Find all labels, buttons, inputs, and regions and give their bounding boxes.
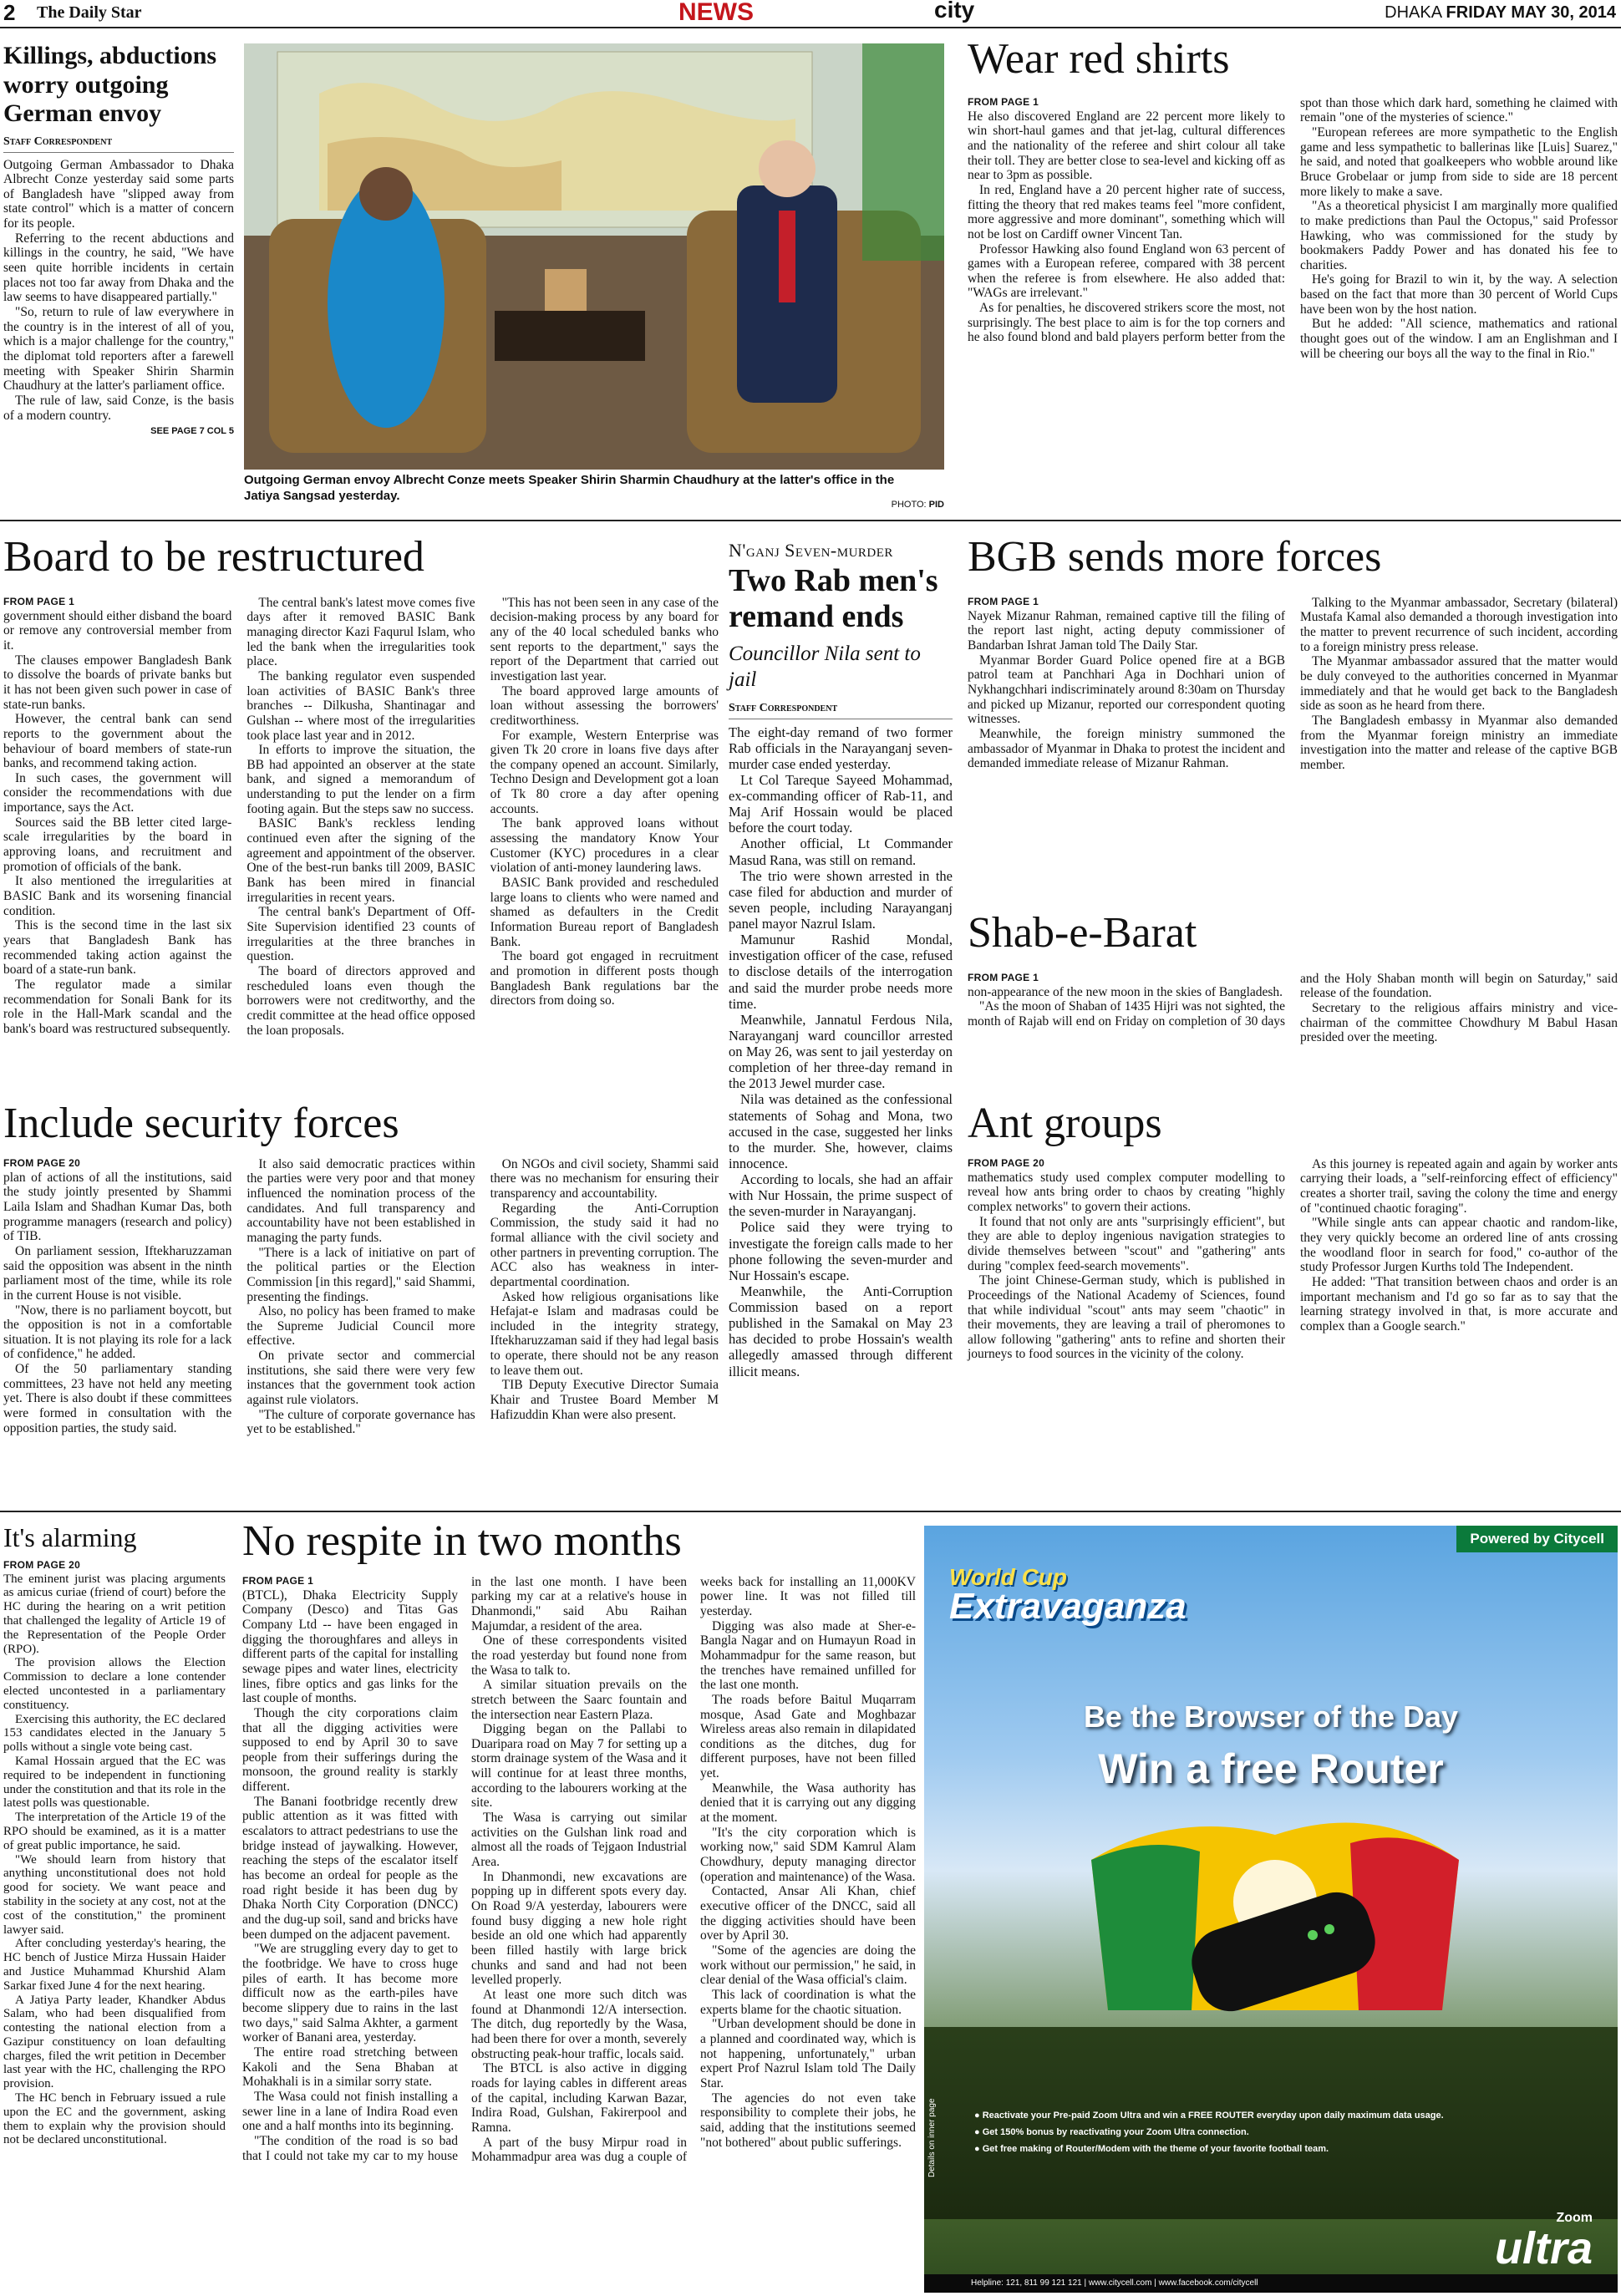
paragraph: "So, return to rule of law everywhere in the country is in the interest of all of you, which is a major challenge for the country," the diplomat told reporters after a farewell meeting with Speaker Shirin Sharmin Chaudhury at the latter's parliament office. (3, 305, 234, 394)
photo-illustration (244, 43, 944, 470)
paragraph: "There is a lack of initiative on part of the political parties or the Election Commission [in this regard]," said Shammi, presenting the findings. (246, 1245, 475, 1304)
divider (0, 520, 1621, 521)
paragraph: "Urban development should be done in a planned and coordinated way, which is not happening, unfortunately," urban expert Prof Nazrul Islam told The Daily Star. (700, 2017, 916, 2090)
ad-bullet: ● Get 150% bonus by reactivating your Zoom Ultra connection. (974, 2127, 1249, 2137)
story-body (968, 972, 1618, 1097)
paragraph: The entire road stretching between Kakoli and the Sena Bhaban at Mohakhali is in a similar sorry state. (242, 2045, 458, 2090)
ad-bullet-text: Get 150% bonus by reactivating your Zoom Ultra connection. (982, 2127, 1249, 2137)
paragraph: non-appearance of the new moon in the skies of Bangladesh. (968, 984, 1283, 999)
story-board (3, 535, 719, 1078)
paragraph: "The culture of corporate governance has yet to be established." (246, 1407, 475, 1437)
story-respite (242, 1519, 916, 2293)
jump-line: SEE PAGE 7 COL 5 (150, 426, 234, 437)
paragraph: In such cases, the government will consider the recommendations with due importance, says the Act. (3, 770, 232, 815)
paragraph: The central bank's latest move comes five days after it removed BASIC Bank managing director Kazi Faqurul Islam, who led the bank when the irregularities took place. (246, 595, 475, 669)
news-photo (244, 43, 944, 470)
paragraph: A Jatiya Party leader, Khandker Abdus Salam, who had been disqualified from contesting the national election from a Gazipur constituency on loan defaulting charges, filed the writ petition in December last year with the HC, challenging the RPO provision. (3, 1993, 226, 2091)
story-body (968, 596, 1618, 888)
paragraph: Police said they were trying to investigate the foreign calls made to her phone following the seven-murder and Nur Hossain's escape. (729, 1219, 953, 1283)
paragraph: "This has not been seen in any case of the decision-making process by any board for any of the 40 local scheduled banks who sent reports to the department," says the report of the Department that carried out investigation last year. (490, 595, 719, 683)
paragraph: "Some of the agencies are doing the work without our permission," he said, in clear denial of the Wasa official's claim. (700, 1943, 916, 1988)
from-page: FROM PAGE 1 (242, 1574, 314, 1587)
paragraph: The interpretation of the Article 19 of the RPO should be examined, as it is a matter of great public importance, he said. (3, 1811, 226, 1852)
story-rab (729, 540, 953, 1501)
story-alarming (3, 1524, 226, 2293)
paragraph: For example, Western Enterprise was given Tk 20 crore in loans five days after the company opened an account. Similarly, Techno Design and Development got a loan of Tk 80 crore a day after opening accounts. (490, 728, 719, 816)
paragraph: At least one more such ditch was found at Dhanmondi 12/A intersection. The ditch, dug reportedly by the Wasa, had been there for over a month, severely obstructing peak-hour traffic, locals said. (471, 1987, 687, 2061)
paragraph: He's going for Brazil to win it, by the way. A selection based on the fact that more than 30 percent of World Cups have been won by the host nation. (1300, 272, 1618, 317)
paragraph: Meanwhile, the Wasa authority has denied that it is carrying out any digging at the moment. (700, 1780, 916, 1826)
story-body (3, 1559, 226, 2286)
ad-bullet-text: Get free making of Router/Modem with the theme of your favorite football team. (982, 2144, 1329, 2154)
story-killings (3, 42, 234, 510)
paragraph: Referring to the recent abductions and killings in the country, he said, "We have seen quite horrible incidents in certain places not too far away from Dhaka and the law seems to have disappeared partially." (3, 231, 234, 305)
ad-headline-2: Win a free Router (1098, 1745, 1444, 1792)
photo-credit (886, 500, 944, 510)
paragraph: The central bank's Department of Off-Site Supervision identified 23 counts of irregularities at the three branches in question. (246, 905, 475, 964)
paragraph: In Dhanmondi, new excavations are popping up in different spots every day. On Road 9/A yesterday, labourers were found busy digging a new hole right beside an old one which had apparently been filled hastily with large brick chunks and sand and had not been levelled properly. (471, 1869, 687, 1988)
headline: Killings, abductions worry outgoing German envoy (3, 42, 217, 127)
ad-brand (1495, 2211, 1593, 2271)
paragraph: Asked how religious organisations like Hefajat-e Islam and madrasas could be included in the integrity strategy, Iftekharuzzaman said if they had legal basis to operate, there should not be any reason to leave them out. (490, 1289, 719, 1378)
paragraph: Nayek Mizanur Rahman, remained captive till the filing of the report last night, acting deputy commissioner of Bandarban Ishrat Jaman told The Daily Star. (968, 608, 1285, 653)
paragraph: TIB Deputy Executive Director Sumaia Khair and Trustee Board Member M Hafizuddin Khan were also present. (490, 1378, 719, 1422)
paragraph: Sources said the BB letter cited large-scale irregularities by the board in approving loans, and recruitment and promotion of officials of the bank. (3, 815, 232, 874)
paragraph: The bank approved loans without assessing the mandatory Know Your Customer (KYC) procedures in a clear violation of anti-money laundering laws. (490, 816, 719, 876)
story-body (3, 158, 234, 424)
paragraph: He also discovered England are 22 percent more likely to win short-haul games and that jet-lag, cultural differences and the nationality of the referee and shirt colour all take their toll. They are better close to sea-level and kicking off as near to 3pm as possible. (968, 109, 1285, 183)
paragraph: A similar situation prevails on the stretch between the Saarc fountain and the intersection near Eastern Plaza. (471, 1678, 687, 1722)
paragraph: It also said democratic practices within the parties were very poor and that money influenced the nomination process of the candidates. And full transparency and accountability have not been established in managing the party funds. (246, 1156, 475, 1245)
paragraph: On private sector and commercial institutions, she said there were very few instances that the government took action against rule violators. (246, 1349, 475, 1408)
paragraph: Though the city corporations claim that all the digging activities were supposed to end by April 30 to save people from their sufferings during the monsoon, the ground reality is starkly different. (242, 1705, 458, 1795)
story-security (3, 1101, 719, 1502)
paragraph: The Wasa could not finish installing a sewer line in a lane of Indira Road even one and a half months into its beginning. (242, 2089, 458, 2134)
paragraph: BASIC Bank provided and rescheduled large loans to clients who were named and shamed as defaulters in the Credit Information Bureau report of Bangladesh Bank. (490, 876, 719, 949)
from-page: FROM PAGE 20 (968, 1156, 1045, 1169)
paragraph: Meanwhile, Jannatul Ferdous Nila, Narayanganj ward councillor arrested on May 26, was sent to jail yesterday on completion of her three-day remand in the 2013 Jewel murder case. (729, 1011, 953, 1092)
paragraph: Meanwhile, the Anti-Corruption Commission based on a report published in the Samakal on May 23 has decided to probe Hossain's wealth allegedly amassed through different illicit means. (729, 1283, 953, 1379)
ad-headline-1: Be the Browser of the Day (1083, 1699, 1459, 1734)
paragraph: Myanmar Border Guard Police opened fire at a BGB patrol team at Panchhari Aga in Dochhari union of Nykhangchhari indiscriminately around 8:30am on Thursday and picked up Mizanur, reported our correspondent quoting witnesses. (968, 653, 1285, 727)
paragraph: One of these correspondents visited the road yesterday but found none from the Wasa to talk to. (471, 1633, 687, 1678)
paragraph: In red, England have a 20 percent higher rate of success, fitting the theory that red makes teams feel "more confident, more aggressive and more dominant", something which will not be lost on Cardiff owner Vincent Tan. (968, 182, 1285, 241)
kicker: N'ganj Seven-murder (729, 540, 893, 561)
headline: No respite in two months (242, 1517, 682, 1565)
from-page: FROM PAGE 1 (968, 595, 1039, 607)
paragraph: The joint Chinese-German study, which is published in Proceedings of the National Academy of Sciences, found that while individual "scout" ants may seem "chaotic" in their movements, they are leaving a trail of pheromones to allow following "gathering" ants to refine and shorten their journeys to food sources in the vicinity of the colony. (968, 1273, 1285, 1362)
paragraph: "Now, there is no parliament boycott, but the opposition is not in a comfortable situation. It is not playing its role for a lack of confidence," he added. (3, 1303, 232, 1362)
paragraph: The provision allows the Election Commission to declare a lone contender elected uncontested in a parliamentary constituency. (3, 1656, 226, 1712)
paragraph: This lack of coordination is what the experts blame for the chaotic situation. (700, 1987, 916, 2017)
paragraph: He added: "That transition between chaos and order is an important mechanism and I'd go so far as to say that the learning strategy involved in that, is more accurate and complex than a Google search." (1300, 1274, 1618, 1333)
paragraph: In efforts to improve the situation, the BB had appointed an observer at the state bank, and signed a memorandum of understanding to put the lender on a firm footing again. But the steps saw no success. (246, 743, 475, 816)
ad-footer: Helpline: 121, 811 99 121 121 | www.citycell.com | www.facebook.com/citycell (924, 2274, 1618, 2293)
from-page: FROM PAGE 1 (968, 971, 1039, 983)
advertisement[interactable] (924, 1526, 1618, 2293)
paragraph: On NGOs and civil society, Shammi said there was no mechanism for ensuring their transparency and accountability. (490, 1156, 719, 1201)
story-body (968, 96, 1618, 505)
paragraph: Talking to the Myanmar ambassador, Secretary (bilateral) Mustafa Kamal also demanded a thorough investigation into the matter to prevent recurrence of such incident, according to a foreign ministry press release. (1300, 595, 1618, 654)
ad-bullet: ● Get free making of Router/Modem with the theme of your favorite football team. (974, 2144, 1329, 2154)
from-page: FROM PAGE 1 (968, 95, 1039, 108)
paragraph: The roads before Baitul Muqarram mosque, Asad Gate and Moghbazar Wireless areas also remain in dilapidated conditions as the ditches, dug for different purposes, have not been filled yet. (700, 1692, 916, 1781)
story-bgb (968, 535, 1618, 886)
section-name: NEWS (678, 0, 754, 26)
paragraph: It also mentioned the irregularities at BASIC Bank and its worsening financial condition. (3, 874, 232, 918)
date-value: FRIDAY MAY 30, 2014 (1446, 3, 1616, 22)
paragraph: "The condition of the road is so bad that I could not take my car to my house in the last one month. I have been parking my car at a relative's house in Dhanmondi," said Abu Raihan Majumdar, a resident of the area. (242, 1574, 687, 2163)
paragraph: "European referees are more sympathetic to the English game and less sympathetic to ballerinas like [Luis] Suarez," he said, and noted that goalkeepers who wobble around like Bruce Grobelaar or jump from side to side are 18 percent more likely to make a save. (1300, 124, 1618, 199)
paragraph: The rule of law, said Conze, is the basis of a modern country. (3, 394, 234, 423)
paragraph: Professor Hawking also found England won 63 percent of games with a European referee, compared with 38 percent when the referee is from elsewhere. He also added that: "WAGs are irrelevant." (968, 241, 1285, 301)
paragraph: The eminent jurist was placing arguments as amicus curiae (friend of court) before the HC during the hearing on a writ petition that challenged the legality of Article 19 of the Representation of the People Order (RPO). (3, 1572, 226, 1656)
credit-name: PID (928, 500, 944, 510)
paragraph: The agencies do not even take responsibility to complete their jobs, he said, adding that the institutions seemed "not bothered" about public sufferings. (700, 2090, 916, 2150)
paragraph: The Banani footbridge recently drew public attention as it was fitted with escalators to attract pedestrians to use the bridge instead of jaywalking. However, reaching the steps of the escalator itself has become an ordeal for people as the road right beside it has been dug by Dhaka North City Corporation (DNCC) and the dug-up soil, sand and bricks have been dumped on the adjacent pavement. (242, 1794, 458, 1942)
paragraph: After concluding yesterday's hearing, the HC bench of Justice Mirza Hussain Haider and Justice Muhammad Khurshid Alam Sarkar fixed June 4 for the next hearing. (3, 1937, 226, 1993)
paragraph: Secretary to the religious affairs ministry and vice-chairman of the committee Chowdhury M Babul Hasan presided over the meeting. (1300, 1000, 1618, 1045)
headline: Wear red shirts (968, 35, 1230, 83)
from-page: FROM PAGE 1 (3, 595, 75, 607)
paragraph: "As a theoretical physicist I am marginally more qualified to make predictions than Paul the Octopus," said Professor Hawking, who was commissioned for the study by bookmakers Paddy Power and has donated his fee to charities. (1300, 199, 1618, 272)
paragraph: Outgoing German Ambassador to Dhaka Albrecht Conze yesterday said some parts of Bangladesh have "slipped away from state control" which is a matter of concern for its people. (3, 157, 234, 231)
paragraph: The board approved large amounts of loan without assessing the borrowers' creditworthiness. (490, 683, 719, 728)
byline: Staff Correspondent (729, 702, 953, 719)
paragraph: (BTCL), Dhaka Electricity Supply Company (Desco) and Titas Gas Company Ltd -- have been engaged in digging the thoroughfares and alleys in different parts of the capital for installing sewage pipes and water lines, electricity lines, fibre optics and gas links for the last couple of months. (242, 1587, 458, 1706)
paragraph: As this journey is repeated again and again by worker ants carrying their loads, a "self-reinforcing effect of efficiency" creates a shorter trail, saving the colony the time and energy of "continued chaotic foraging". (1300, 1156, 1618, 1216)
paragraph: But he added: "All science, mathematics and rational thought goes out of the window. I am an Englishman and I will be cheering our boys all the way to the final in Rio." (1300, 317, 1618, 361)
ad-logo-line1: World Cup (949, 1564, 1068, 1590)
headline: Ant groups (968, 1100, 1162, 1147)
headline: Shab-e-Barat (968, 909, 1197, 957)
story-body (968, 1157, 1618, 1491)
from-page: FROM PAGE 20 (3, 1558, 81, 1571)
paragraph: The Bangladesh embassy in Myanmar also demanded from the Myanmar foreign ministry an immediate investigation into the matter and release of the captive BGB member. (1300, 713, 1618, 772)
paragraph: The trio were shown arrested in the case filed for abduction and murder of seven people, including Narayanganj panel mayor Nazrul Islam. (729, 867, 953, 932)
ad-brand-name: ultra (1494, 2223, 1593, 2273)
masthead (0, 0, 1621, 28)
paragraph: Digging was also made at Sher-e-Bangla Nagar and on Humayun Road in Mohammadpur for the same reason, but the trenches have remained unfilled for the last one month. (700, 1618, 916, 1693)
paragraph: Mamunur Rashid Mondal, investigation officer of the case, refused to disclose details of the interrogation and said the murder probe needs more time. (729, 932, 953, 1012)
page-number: 2 (3, 0, 16, 25)
paragraph: A part of the busy Mirpur road in Mohammadpur area was dug a couple of weeks back for installing an 11,000KV power line. It was not filled till yesterday. (471, 1574, 916, 2165)
ad-brand-small: Zoom (1556, 2211, 1593, 2225)
story-red-shirts (968, 37, 1618, 513)
story-shab (968, 911, 1618, 1103)
byline: Staff Correspondent (3, 135, 234, 153)
paragraph: plan of actions of all the institutions, said the study jointly presented by Shammi Laila Islam and Shadhan Kumar Das, both programme managers (research and policy) of TIB. (3, 1170, 232, 1244)
story-ant (968, 1101, 1618, 1502)
paragraph: The board got engaged in recruitment and promotion in different posts though Bangladesh Bank regulations bar the directors from doing so. (490, 949, 719, 1008)
paragraph: Regarding the Anti-Corruption Commission, the study said it had no formal alliance with the civil society and other partners in preventing corruption. The ACC also has weakness in inter-departmental coordination. (490, 1201, 719, 1289)
subhead: Councillor Nila sent to jail (729, 643, 921, 692)
paragraph: On parliament session, Iftekharuzzaman said the opposition was absent in the ninth parliament most of the time, while its role in the current House is not visible. (3, 1243, 232, 1303)
story-body (729, 724, 953, 1379)
paper-name: The Daily Star (37, 3, 142, 22)
paragraph: The board of directors approved and rescheduled loans even though the borrowers were not creditworthy, and the credit committee at the head office opposed the loan proposals. (246, 964, 475, 1038)
ad-bullets (974, 2111, 1576, 2154)
story-body (3, 1157, 719, 1491)
headline: Two Rab men's remand ends (729, 563, 938, 634)
divider (0, 1511, 1621, 1512)
paragraph: Exercising this authority, the EC declared 153 candidates elected in the January 5 polls without a single vote being cast. (3, 1712, 226, 1755)
paragraph: "It's the city corporation which is working now," said SDM Kamrul Alam Chowdhury, deputy managing director (operation and maintenance) of the Wasa. (700, 1825, 916, 1884)
ad-router-illustration (1075, 1810, 1476, 2027)
from-page: FROM PAGE 20 (3, 1156, 81, 1169)
paragraph: However, the central bank can send reports to the government about the behaviour of board members of state-run banks, and recommend taking action. (3, 712, 232, 771)
edition-date (1385, 3, 1616, 23)
paragraph: Contacted, Ansar Ali Khan, chief executive officer of the DNCC, said all the digging activities should have been over by April 30. (700, 1884, 916, 1943)
paragraph: This is the second time in the last six years that Bangladesh Bank has recommended taking action against the board of a state-run bank. (3, 918, 232, 978)
paragraph: Digging began on the Pallabi to Duaripara road on May 7 for setting up a storm drainage system of the Wasa and it will continue for at least three months, according to the labourers working at the site. (471, 1722, 687, 1811)
ad-logo (949, 1564, 1187, 1628)
ad-bullet-text: Reactivate your Pre-paid Zoom Ultra and win a FREE ROUTER everyday upon daily maximum data usage. (982, 2111, 1444, 2121)
paragraph: Also, no policy has been framed to make the Supreme Judicial Council more effective. (246, 1304, 475, 1349)
ad-sponsor-tag: Powered by Citycell (1456, 1526, 1618, 1552)
paragraph: Lt Col Tareque Sayeed Mohammad, ex-commanding officer of Rab-11, and Maj Arif Hossain would be placed before the court today. (729, 771, 953, 836)
paragraph: As for penalties, he discovered strikers score the most, not surprisingly. The best place to aim is for the top corners and he also found blond and bald players perform better from the spot than those which dark hard, something he claimed with remain "one of the mysteries of science." (968, 95, 1618, 345)
paragraph: The eight-day remand of two former Rab officials in the Narayanganj seven-murder case ended yesterday. (729, 724, 953, 772)
photo-caption: Outgoing German envoy Albrecht Conze meets Speaker Shirin Sharmin Chaudhury at the latter's office in the Jatiya Sangsad yesterday. (244, 473, 895, 503)
paragraph: government should either disband the board or remove any controversial member from it. (3, 608, 232, 653)
headline: Include security forces (3, 1100, 399, 1147)
story-body (242, 1575, 916, 2285)
story-body (3, 596, 719, 1072)
headline: BGB sends more forces (968, 533, 1382, 581)
paragraph: The Myanmar ambassador assured that the matter would be duly conveyed to the authorities concerned in Myanmar immediately and that he would get back to the Bangladesh side as soon as he heard from there. (1300, 654, 1618, 714)
paragraph: Meanwhile, the foreign ministry summoned the ambassador of Myanmar in Dhaka to protest the incident and demanded immediate release of Mizanur Rahman. (968, 726, 1285, 771)
paragraph: The banking regulator even suspended loan activities of BASIC Bank's three branches -- Dilkusha, Shantinagar and Gulshan -- where most of the irregularities took place last year and in 2012. (246, 668, 475, 743)
ad-side-note: Details on inner page (927, 2098, 937, 2177)
ad-bullet: ● Reactivate your Pre-paid Zoom Ultra and win a FREE ROUTER everyday upon daily maximum data usage. (974, 2111, 1444, 2121)
paragraph: Another official, Lt Commander Masud Rana, was still on remand. (729, 836, 953, 868)
paragraph: Of the 50 parliamentary standing committees, 23 have not held any meeting yet. There is also doubt if these committees were formed in consultation with the opposition parties, the study said. (3, 1362, 232, 1435)
paragraph: "As the moon of Shaban of 1435 Hijri was not sighted, the month of Rajab will end on Friday on completion of 30 days and the Holy Shaban month will begin on Saturday," said release of the foundation. (968, 971, 1618, 1029)
date-prefix: DHAKA (1385, 3, 1441, 22)
paragraph: The BTCL is also active in digging roads for laying cables in different areas of the capital, including Karwan Bazar, Indira Road, Gulshan, Fakirerpool and Ramna. (471, 2061, 687, 2135)
paragraph: Nila was detained as the confessional statements of Sohag and Mona, two accused in the case, suggested her links to the murder. She, however, claims innocence. (729, 1091, 953, 1171)
paragraph: The clauses empower Bangladesh Bank to dissolve the boards of private banks but it has not been given such power in case of state-run banks. (3, 653, 232, 712)
paragraph: BASIC Bank's reckless lending continued even after the signing of the agreement and appointment of the observer. One of the best-run banks till 2009, BASIC Bank has been mired in financial irregularities in recent years. (246, 816, 475, 905)
headline: It's alarming (3, 1522, 137, 1552)
paragraph: The HC bench in February issued a rule upon the EC and the government, asking them to explain why the provision should not be declared unconstitutional. (3, 2091, 226, 2147)
credit-label: PHOTO: (891, 500, 927, 510)
headline: Board to be restructured (3, 533, 424, 581)
paragraph: "We should learn from history that anything unconstitutional does not hold good for society. We want peace and stability in the society at any cost, not at the cost of the constitution," the prominent lawyer said. (3, 1852, 226, 1937)
paragraph: mathematics study used complex computer modelling to reveal how ants bring order to chaos by creating "highly complex networks" to govern their actions. (968, 1170, 1285, 1214)
paragraph: "While single ants can appear chaotic and random-like, they very quickly become an ordered line of ants crossing the woodland floor in search for food," co-author of the study Professor Jurgen Kurths told The Independent. (1300, 1216, 1618, 1275)
paragraph: It found that not only are ants "surprisingly efficient", but they are able to deploy ingenious navigation strategies to divide themselves between "scout" and "gathering" ants during "complex feed-search movements". (968, 1214, 1285, 1273)
subsection-name: city (934, 0, 975, 23)
paragraph: The Wasa is carrying out similar activities on the Gulshan link road and almost all the roads of Tejgaon Industrial Area. (471, 1811, 687, 1870)
paragraph: The regulator made a similar recommendation for Sonali Bank for its role in the Hall-Mark scandal and the bank's board was restructured subsequently. (3, 978, 232, 1036)
ad-logo-line2: Extravaganza (949, 1586, 1187, 1627)
paragraph: According to locals, she had an affair with Nur Hossain, the prime suspect of the seven-murder in Narayanganj. (729, 1171, 953, 1220)
paragraph: Kamal Hossain argued that the EC was required to be independent in functioning under the constitution and that its role in the latest polls was questionable. (3, 1754, 226, 1811)
paragraph: "We are struggling every day to get to the footbridge. We have to cross huge piles of earth. It has become more difficult now as the earth-piles have become slippery due to rains in the last two days," said Salma Akhter, a garment worker of Banani area, yesterday. (242, 1942, 458, 2045)
